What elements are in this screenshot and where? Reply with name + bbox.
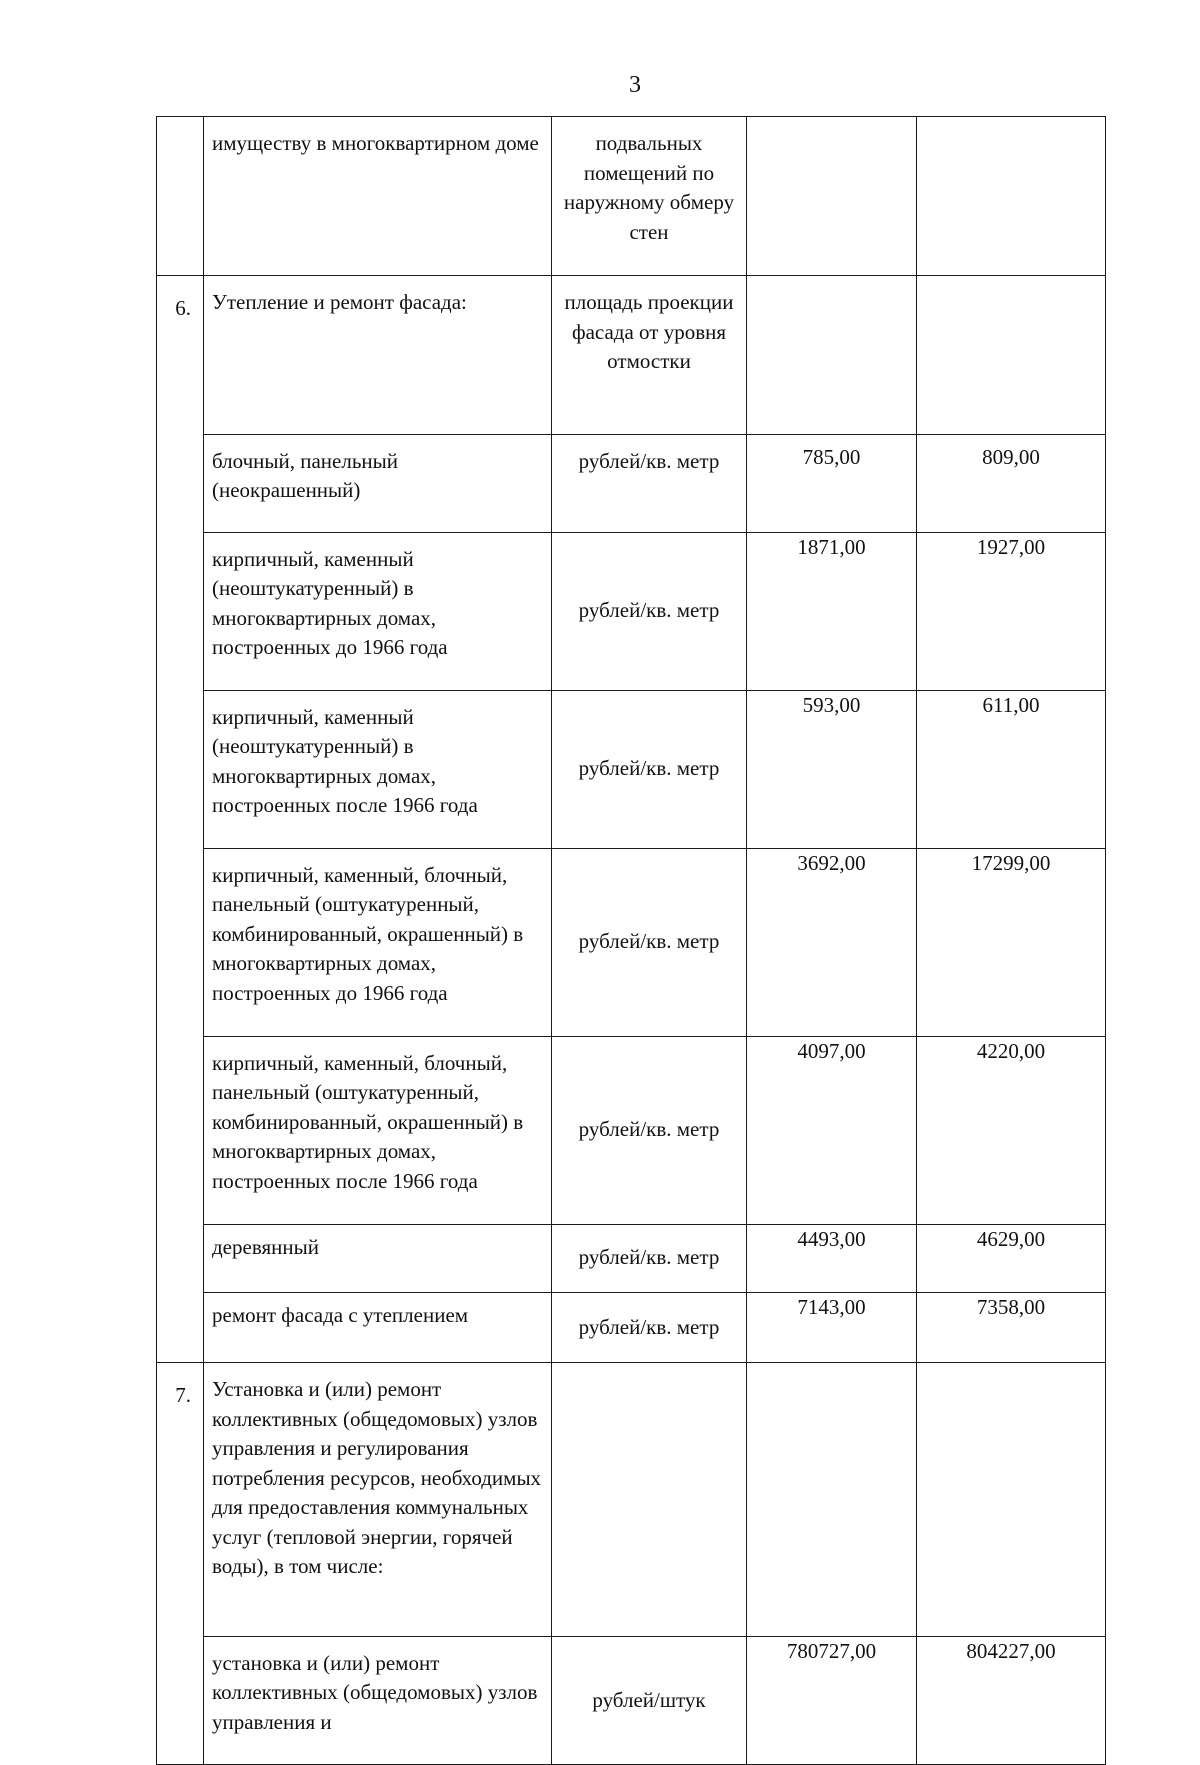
item-description: ремонт фасада с утеплением — [204, 1292, 552, 1363]
item-description: кирпичный, каменный, блочный, панельный (оштукатуренный, комбинированный, окрашенный) в многоквартирных домах, построенных до 1966 года — [204, 848, 552, 1036]
item-unit: рублей/кв. метр — [552, 1036, 747, 1224]
value-col1: 3692,00 — [747, 848, 917, 1036]
value-col1: 4097,00 — [747, 1036, 917, 1224]
section-number: 7. — [157, 1363, 204, 1637]
item-description: блочный, панельный (неокрашенный) — [204, 434, 552, 532]
value-col2 — [917, 117, 1106, 276]
item-unit: площадь проекции фасада от уровня отмостки — [552, 276, 747, 435]
item-description: кирпичный, каменный (неоштукатуренный) в многоквартирных домах, построенных после 1966 года — [204, 690, 552, 848]
table-row — [157, 434, 1106, 532]
row-number — [157, 117, 204, 276]
value-col2: 17299,00 — [917, 848, 1106, 1036]
item-description: кирпичный, каменный (неоштукатуренный) в многоквартирных домах, построенных до 1966 года — [204, 532, 552, 690]
value-col1: 593,00 — [747, 690, 917, 848]
section-row — [157, 1363, 1106, 1637]
table-row — [157, 1636, 1106, 1765]
item-description: установка и (или) ремонт коллективных (общедомовых) узлов управления и — [204, 1636, 552, 1765]
item-unit: рублей/кв. метр — [552, 434, 747, 532]
section-number: 6. — [157, 276, 204, 435]
page-number: 3 — [629, 72, 641, 98]
value-col2: 804227,00 — [917, 1636, 1106, 1765]
table-row — [157, 690, 1106, 848]
value-col1: 4493,00 — [747, 1224, 917, 1292]
value-col2: 7358,00 — [917, 1292, 1106, 1363]
table-row — [157, 1224, 1106, 1292]
value-col1: 785,00 — [747, 434, 917, 532]
item-unit: рублей/штук — [552, 1636, 747, 1765]
value-col2: 4629,00 — [917, 1224, 1106, 1292]
value-col1: 1871,00 — [747, 532, 917, 690]
table-row — [157, 532, 1106, 690]
table-row — [157, 848, 1106, 1036]
value-col2: 611,00 — [917, 690, 1106, 848]
item-unit: подвальных помещений по наружному обмеру стен — [552, 117, 747, 276]
value-col2 — [917, 276, 1106, 435]
value-col1: 780727,00 — [747, 1636, 917, 1765]
item-unit: рублей/кв. метр — [552, 848, 747, 1036]
item-unit: рублей/кв. метр — [552, 690, 747, 848]
item-unit: рублей/кв. метр — [552, 1292, 747, 1363]
item-description: имуществу в многоквартирном доме — [204, 117, 552, 276]
item-description: деревянный — [204, 1224, 552, 1292]
value-col2 — [917, 1363, 1106, 1637]
table-row — [157, 117, 1106, 276]
value-col2: 1927,00 — [917, 532, 1106, 690]
section-title: Утепление и ремонт фасада: — [204, 276, 552, 435]
table-row — [157, 1036, 1106, 1224]
value-col2: 4220,00 — [917, 1036, 1106, 1224]
value-col1 — [747, 276, 917, 435]
value-col1 — [747, 117, 917, 276]
section-row — [157, 276, 1106, 435]
item-unit — [552, 1363, 747, 1637]
section-title: Установка и (или) ремонт коллективных (общедомовых) узлов управления и регулирования потребления ресурсов, необходимых для предоставления коммунальных услуг (тепловой энергии, горячей воды), в том числе: — [204, 1363, 552, 1637]
item-description: кирпичный, каменный, блочный, панельный (оштукатуренный, комбинированный, окрашенный) в многоквартирных домах, построенных после 1966 года — [204, 1036, 552, 1224]
item-unit: рублей/кв. метр — [552, 1224, 747, 1292]
value-col1: 7143,00 — [747, 1292, 917, 1363]
value-col2: 809,00 — [917, 434, 1106, 532]
item-unit: рублей/кв. метр — [552, 532, 747, 690]
tariff-table — [156, 116, 1106, 1765]
table-row — [157, 1292, 1106, 1363]
value-col1 — [747, 1363, 917, 1637]
